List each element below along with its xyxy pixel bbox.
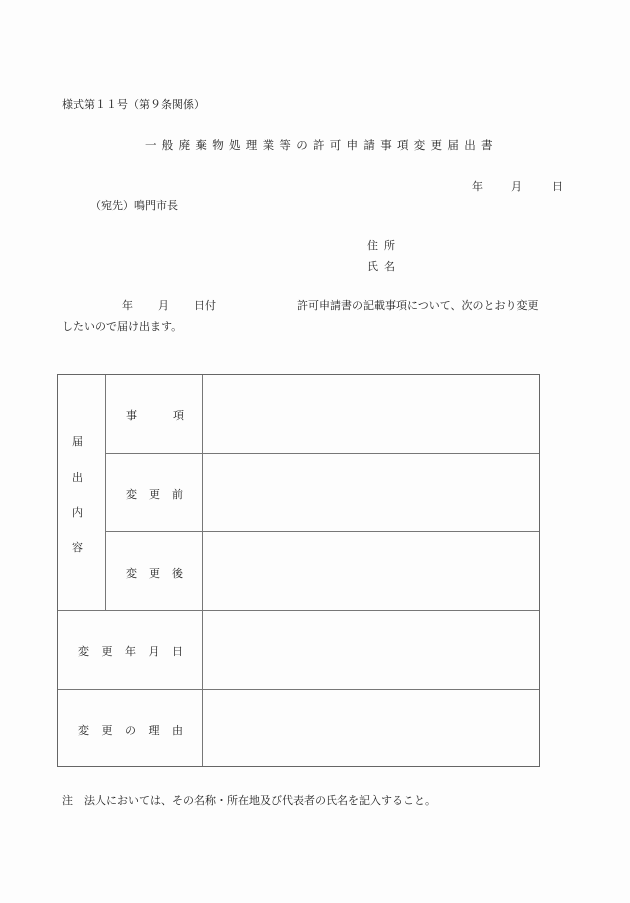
group-label-char: 内	[72, 506, 83, 519]
divider	[105, 453, 539, 454]
label-after-change: 変更後	[126, 567, 195, 580]
before-change-value-cell[interactable]	[204, 455, 538, 530]
body-year: 年	[122, 299, 133, 312]
date-month-label: 月	[511, 180, 522, 193]
divider	[202, 375, 203, 766]
item-value-cell[interactable]	[204, 376, 538, 452]
label-change-reason: 変更の理由	[78, 724, 196, 737]
label-item-a: 事	[126, 409, 137, 422]
document-title: 一般廃棄物処理業等の許可申請事項変更届出書	[145, 138, 498, 152]
divider	[105, 375, 106, 610]
change-reason-value-cell[interactable]	[204, 691, 538, 765]
form-number: 様式第１１号（第９条関係）	[62, 98, 205, 111]
date-day-label: 日	[552, 180, 563, 193]
body-month: 月	[158, 299, 169, 312]
name-label: 氏名	[367, 260, 401, 273]
group-label-char: 届	[72, 435, 83, 448]
date-year-label: 年	[472, 180, 483, 193]
group-label-char: 容	[72, 541, 83, 554]
submission-date	[472, 178, 563, 194]
address-label: 住所	[367, 239, 401, 252]
after-change-value-cell[interactable]	[204, 533, 538, 609]
divider	[105, 531, 539, 532]
notification-table	[57, 374, 540, 767]
body-text-rest: 許可申請書の記載事項について、次のとおり変更	[297, 299, 539, 312]
label-item-b: 項	[173, 409, 184, 422]
body-day: 日付	[194, 299, 216, 312]
group-label-char: 出	[72, 471, 83, 484]
label-change-date: 変更年月日	[78, 645, 196, 658]
footnote: 注 法人においては、その名称・所在地及び代表者の氏名を記入すること。	[62, 794, 436, 807]
label-before-change: 変更前	[126, 488, 195, 501]
body-text-line2: したいので届け出ます。	[62, 320, 183, 333]
divider	[58, 610, 539, 611]
addressee: （宛先）鳴門市長	[90, 199, 178, 212]
divider	[58, 689, 539, 690]
change-date-value-cell[interactable]	[204, 612, 538, 688]
